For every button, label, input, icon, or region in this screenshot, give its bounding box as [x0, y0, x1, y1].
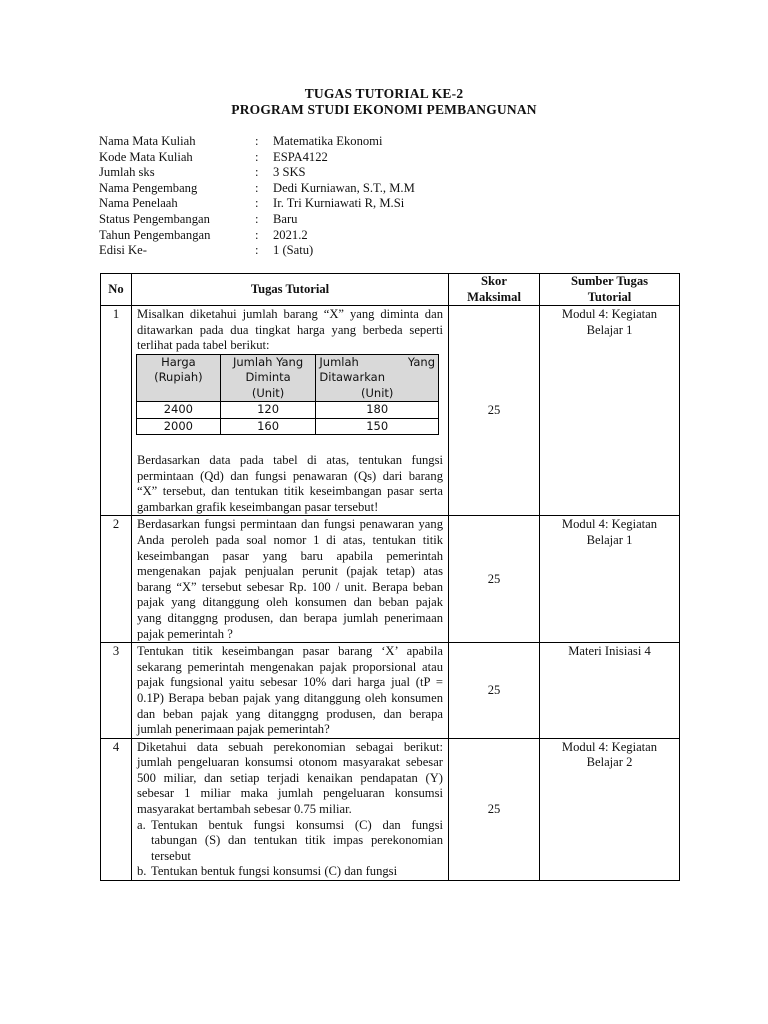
- row-number: 3: [101, 643, 132, 739]
- inner-cell: 150: [316, 418, 439, 434]
- info-value: 1 (Satu): [273, 243, 314, 258]
- inner-header-text: Yang: [407, 354, 435, 369]
- inner-cell: 2000: [137, 418, 221, 434]
- inner-header-text: (Rupiah): [154, 370, 203, 385]
- task-text: Diketahui data sebuah perekonomian sebagai berikut: jumlah pengeluaran konsumsi otonom masyarakat sebesar 500 miliar, dan setiap terjadi kenaikan pendapatan (Y) sebesar 1 miliar maka jumlah pengeluaran konsumsi masyarakat bertambah sebesar 0.75 miliar.: [137, 739, 443, 817]
- inner-header-line: [319, 355, 435, 370]
- sub-text: Tentukan bentuk fungsi konsumsi (C) dan fungsi tabungan (S) dan tentukan titik impas perekonomian tersebut: [151, 817, 443, 863]
- info-value: Dedi Kurniawan, S.T., M.M: [273, 180, 415, 195]
- source-cell: [540, 643, 680, 739]
- source-line: Modul 4: Kegiatan: [561, 307, 658, 322]
- inner-cell: 120: [220, 402, 316, 418]
- source-line: Modul 4: Kegiatan: [561, 739, 658, 754]
- header-score-line2: Maksimal: [467, 289, 521, 304]
- inner-header-row: [137, 354, 439, 401]
- header-source: [540, 274, 680, 306]
- row-number: 4: [101, 738, 132, 880]
- inner-header-text: (Unit): [361, 385, 394, 400]
- source-line: Modul 4: Kegiatan: [561, 517, 658, 532]
- sub-question-b: [137, 864, 443, 880]
- header-task: Tugas Tutorial: [132, 274, 449, 306]
- info-label: Tahun Pengembangan: [99, 227, 211, 242]
- table-row: [101, 738, 680, 880]
- header-source-line1: Sumber Tugas: [570, 274, 649, 288]
- inner-header-text: Harga: [161, 354, 196, 369]
- header-source-line2: Tutorial: [587, 289, 632, 304]
- score-cell: 25: [449, 516, 540, 643]
- inner-header-supplied: [316, 354, 439, 401]
- inner-header-price: [137, 354, 221, 401]
- task-text: Berdasarkan fungsi permintaan dan fungsi penawaran yang Anda peroleh pada soal nomor 1 di atas, tentukan titik keseimbangan pasar yang baru apabila pemerintah mengenakan pajak penjualan perunit (pajak tetap) atas barang “X” tersebut sebesar Rp. 100 / unit. Berapa beban pajak yang ditanggung oleh konsumen dan beban pajak yang ditanggng produsen, dan berapa jumlah penerimaan pajak pemerintah ?: [137, 517, 443, 641]
- info-label: Nama Mata Kuliah: [99, 134, 196, 148]
- info-colon: :: [255, 211, 259, 226]
- task-cell: [132, 306, 449, 516]
- info-value: Matematika Ekonomi: [273, 134, 383, 148]
- info-label: Nama Penelaah: [99, 196, 178, 211]
- inner-table-row: [137, 402, 439, 418]
- inner-cell: 180: [316, 402, 439, 418]
- task-outro: Berdasarkan data pada tabel di atas, tentukan fungsi permintaan (Qd) dan fungsi penawaran (Qs) dari barang “X” tersebut, dan tentukan titik keseimbangan pasar serta gambarkan grafik keseimbangan pasar tersebut!: [137, 453, 443, 514]
- source-line: Belajar 1: [586, 322, 633, 337]
- info-value: ESPA4122: [273, 149, 328, 164]
- score-cell: 25: [449, 643, 540, 739]
- table-header-row: [101, 274, 680, 306]
- inner-header-text: (Unit): [251, 385, 285, 400]
- inner-header-demanded: [220, 354, 316, 401]
- inner-header-text: Jumlah Yang: [233, 354, 304, 369]
- row-number: 1: [101, 306, 132, 516]
- sub-marker: b.: [137, 864, 147, 879]
- info-label: Status Pengembangan: [99, 211, 210, 226]
- inner-cell: 160: [220, 418, 316, 434]
- table-row: [101, 306, 680, 516]
- header-no: No: [101, 274, 132, 306]
- info-colon: :: [255, 196, 259, 211]
- inner-header-text: Ditawarkan: [319, 370, 385, 385]
- document-subtitle: PROGRAM STUDI EKONOMI PEMBANGUNAN: [231, 102, 537, 117]
- info-label: Edisi Ke-: [99, 243, 147, 258]
- header-score-line1: Skor: [481, 274, 507, 288]
- row-number: 2: [101, 516, 132, 643]
- source-cell: [540, 516, 680, 643]
- info-colon: :: [255, 227, 259, 242]
- info-label: Nama Pengembang: [99, 180, 198, 195]
- info-value: 3 SKS: [273, 165, 306, 180]
- source-line: Materi Inisiasi 4: [568, 644, 651, 659]
- source-line: Belajar 1: [586, 532, 633, 547]
- task-text: Tentukan titik keseimbangan pasar barang ‘X’ apabila sekarang pemerintah mengenakan pajak proporsional atau pajak fungsional yaitu sebesar 10% dari harga jual (tP = 0.1P) Berapa beban pajak yang ditanggung oleh konsumen dan beban pajak yang ditanggng produsen, dan berapa jumlah penerimaan pajak pemerintah?: [137, 644, 443, 737]
- spacer: [137, 435, 443, 453]
- source-line: Belajar 2: [586, 755, 633, 770]
- inner-header-text: Jumlah: [319, 354, 359, 369]
- source-cell: [540, 306, 680, 516]
- task-intro: Misalkan diketahui jumlah barang “X” yang diminta dan ditawarkan pada dua tingkat harga yang berbeda seperti terlihat pada tabel berikut:: [137, 307, 443, 353]
- price-quantity-table: [136, 354, 439, 435]
- inner-cell: 2400: [137, 402, 221, 418]
- document-title: TUGAS TUTORIAL KE-2: [304, 86, 464, 101]
- info-colon: :: [255, 134, 259, 148]
- info-colon: :: [255, 180, 259, 195]
- info-colon: :: [255, 149, 259, 164]
- tutorial-task-table: [100, 273, 680, 881]
- table-row: [101, 643, 680, 739]
- source-cell: [540, 738, 680, 880]
- header-score: [449, 274, 540, 306]
- table-row: [101, 516, 680, 643]
- sub-question-list: [137, 818, 443, 880]
- info-label: Jumlah sks: [99, 165, 155, 180]
- info-label: Kode Mata Kuliah: [99, 149, 193, 164]
- info-value: 2021.2: [273, 227, 308, 242]
- task-cell: [132, 738, 449, 880]
- score-cell: 25: [449, 306, 540, 516]
- task-cell: [132, 643, 449, 739]
- info-value: Baru: [273, 211, 298, 226]
- inner-header-text: Diminta: [245, 370, 291, 385]
- score-cell: 25: [449, 738, 540, 880]
- sub-marker: a.: [137, 817, 146, 832]
- sub-text: Tentukan bentuk fungsi konsumsi (C) dan fungsi: [151, 864, 398, 879]
- inner-table-row: [137, 418, 439, 434]
- info-colon: :: [255, 165, 259, 180]
- sub-question-a: [137, 818, 443, 865]
- info-value: Ir. Tri Kurniawati R, M.Si: [273, 196, 405, 211]
- info-colon: :: [255, 243, 259, 258]
- task-cell: [132, 516, 449, 643]
